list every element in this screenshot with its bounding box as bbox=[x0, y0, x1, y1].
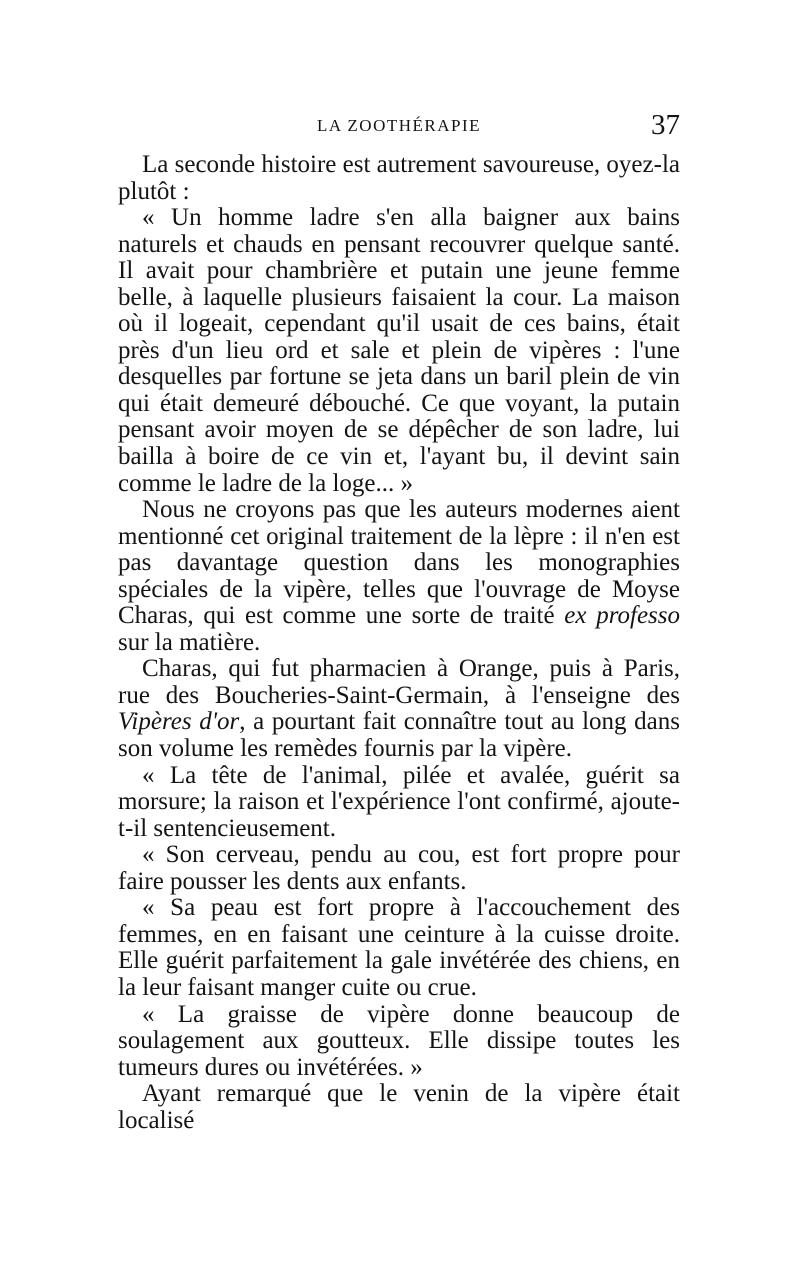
paragraph-3-text: Nous ne croyons pas que les auteurs modernes aient mentionné cet original traitement de la lèpre : il n'en est pas davantage question dans les monographies spéciales de la vipère, telles que l'ouvrage de Moyse Charas, qui est comme une sorte de traité bbox=[118, 496, 680, 630]
paragraph-3 bbox=[118, 497, 680, 656]
paragraph-3-italic: ex professo bbox=[564, 602, 680, 630]
body-text bbox=[118, 152, 680, 1134]
paragraph-4-text: Charas, qui fut pharmacien à Orange, puis à Paris, rue des Boucheries-Saint-Germain, à l'enseigne des bbox=[118, 655, 680, 709]
paragraph-1: La seconde histoire est autrement savoureuse, oyez-la plutôt : bbox=[118, 151, 680, 205]
paragraph-7-quote: « Sa peau est fort propre à l'accouchement des femmes, en en faisant une ceinture à la cuisse droite. Elle guérit parfaitement la gale invétérée des chiens, en la leur faisant manger cuite ou crue. bbox=[118, 894, 680, 1001]
running-head bbox=[118, 108, 680, 148]
paragraph-6-quote: « Son cerveau, pendu au cou, est fort propre pour faire pousser les dents aux enfants. bbox=[118, 841, 680, 895]
paragraph-5-quote: « La tête de l'animal, pilée et avalée, guérit sa morsure; la raison et l'expérience l'ont confirmé, ajoute-t-il sentencieusement. bbox=[118, 761, 680, 842]
paragraph-8-quote: « La graisse de vipère donne beaucoup de soulagement aux goutteux. Elle dissipe toutes les tumeurs dures ou invétérées. » bbox=[118, 1000, 680, 1081]
paragraph-2-quote: « Un homme ladre s'en alla baigner aux bains naturels et chauds en pensant recouvrer quelque santé. Il avait pour chambrière et putain une jeune femme belle, à laquelle plusieurs faisaient la cour. La maison où il logeait, cependant qu'il usait de ces bains, était près d'un lieu ord et sale et plein de vipères : l'une desquelles par fortune se jeta dans un baril plein de vin qui était demeuré débouché. Ce que voyant, la putain pensant avoir moyen de se dépêcher de son ladre, lui bailla à boire de ce vin et, l'ayant bu, il devint sain comme le ladre de la loge... » bbox=[118, 204, 680, 497]
paragraph-4-italic: Vipères d'or bbox=[118, 708, 240, 736]
paragraph-4-text-end: , a pourtant fait connaître tout au long dans son volume les remèdes fournis par la vipère. bbox=[118, 708, 680, 763]
paragraph-3-text-end: sur la matière. bbox=[118, 628, 261, 656]
page-number: 37 bbox=[651, 109, 680, 141]
paragraph-4 bbox=[118, 656, 680, 762]
paragraph-9: Ayant remarqué que le venin de la vipère était localisé bbox=[118, 1080, 680, 1134]
running-title: LA ZOOTHÉRAPIE bbox=[316, 116, 482, 135]
